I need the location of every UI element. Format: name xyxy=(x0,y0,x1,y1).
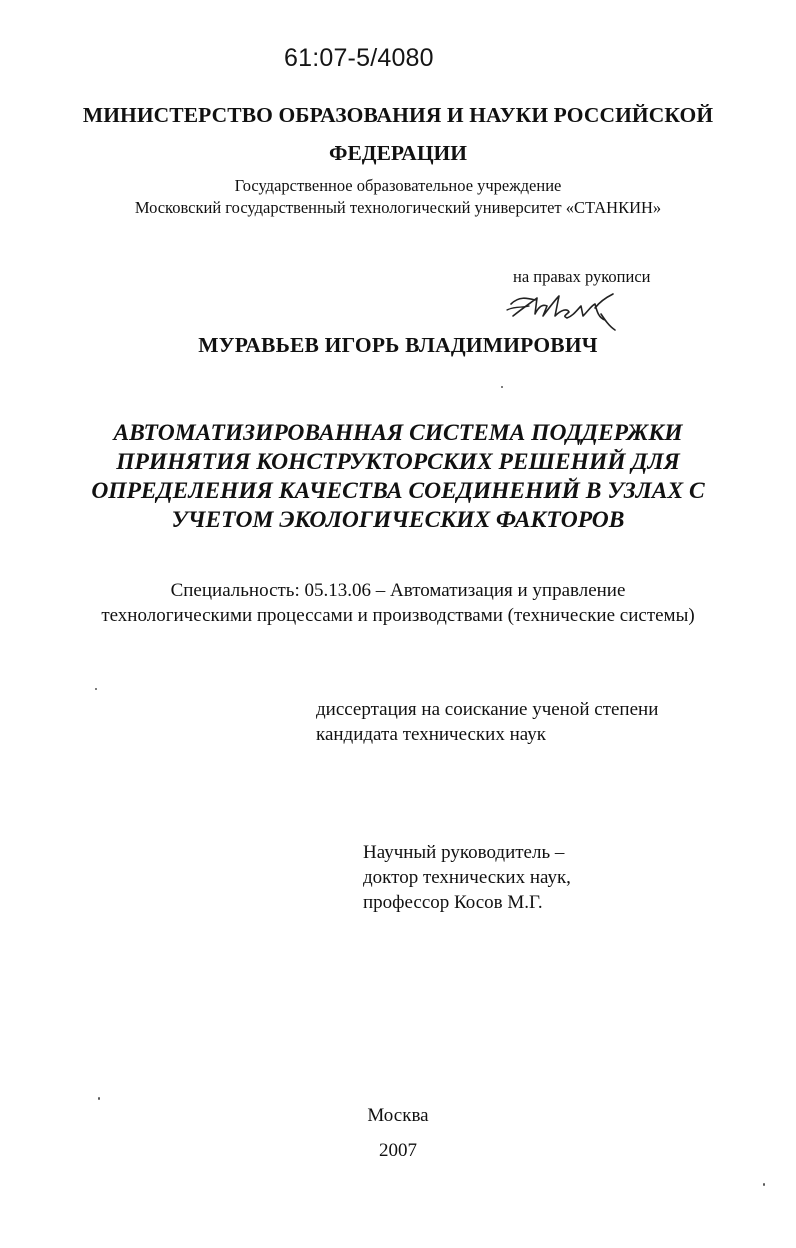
advisor-line-3: профессор Косов М.Г. xyxy=(363,892,543,913)
institution-type: Государственное образовательное учреждение xyxy=(234,176,562,195)
scan-speck xyxy=(95,688,97,690)
ministry-heading-line-2: ФЕДЕРАЦИИ xyxy=(328,141,468,165)
scan-speck xyxy=(98,1097,100,1100)
degree-statement xyxy=(316,697,658,747)
title-line-2: ПРИНЯТИЯ КОНСТРУКТОРСКИХ РЕШЕНИЙ ДЛЯ xyxy=(116,449,680,475)
advisor-line-2: доктор технических наук, xyxy=(363,867,571,888)
title-line-1: АВТОМАТИЗИРОВАННАЯ СИСТЕМА ПОДДЕРЖКИ xyxy=(113,420,683,446)
ministry-heading-line-1: МИНИСТЕРСТВО ОБРАЗОВАНИЯ И НАУКИ РОССИЙСКОЙ xyxy=(82,103,714,127)
university-name: Московский государственный технологический университет «СТАНКИН» xyxy=(134,198,662,217)
year: 2007 xyxy=(379,1140,417,1161)
catalog-number-stamp: 61:07-5/4080 xyxy=(284,44,434,72)
degree-line-1: диссертация на соискание ученой степени xyxy=(316,699,659,720)
scan-speck xyxy=(763,1183,765,1186)
author-name: МУРАВЬЕВ ИГОРЬ ВЛАДИМИРОВИЧ xyxy=(198,333,598,357)
advisor-line-1: Научный руководитель – xyxy=(363,842,565,863)
dissertation-title xyxy=(0,419,796,535)
specialty-line-2: технологическими процессами и производствами (технические системы) xyxy=(101,605,695,626)
specialty-line-1: Специальность: 05.13.06 – Автоматизация и управление xyxy=(170,580,626,601)
title-line-4: УЧЕТОМ ЭКОЛОГИЧЕСКИХ ФАКТОРОВ xyxy=(171,507,625,533)
manuscript-rights-label: на правах рукописи xyxy=(513,267,651,286)
specialty xyxy=(0,578,796,628)
handwritten-signature xyxy=(505,286,625,332)
title-line-3: ОПРЕДЕЛЕНИЯ КАЧЕСТВА СОЕДИНЕНИЙ В УЗЛАХ С xyxy=(91,478,705,504)
scientific-advisor xyxy=(363,840,571,915)
scan-speck xyxy=(501,386,503,388)
city: Москва xyxy=(367,1105,429,1126)
degree-line-2: кандидата технических наук xyxy=(316,724,546,745)
